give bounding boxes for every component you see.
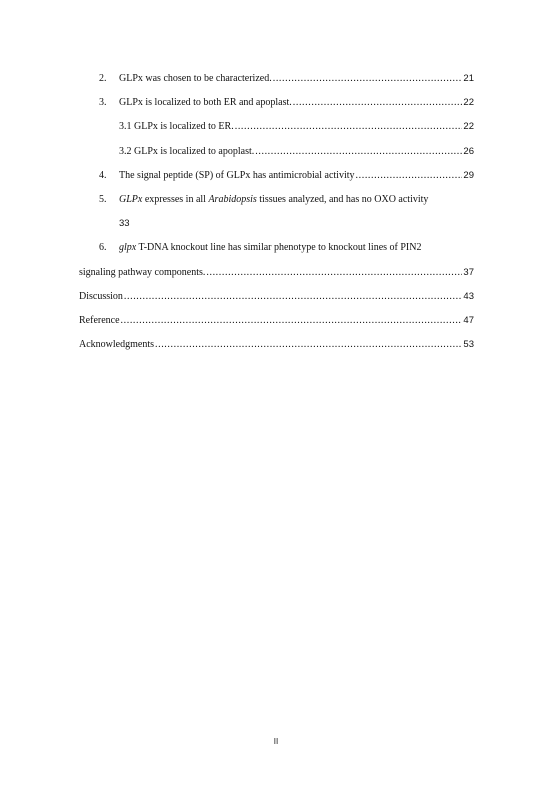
toc-entry-title: GLPx was chosen to be characterized. xyxy=(119,73,272,84)
toc-entry-3-2[interactable] xyxy=(79,143,474,167)
toc-entry-4[interactable] xyxy=(79,167,474,191)
toc-entry-6[interactable] xyxy=(79,239,474,263)
toc-entry-page: 22 xyxy=(463,97,474,109)
dot-leader xyxy=(206,264,462,282)
table-of-contents xyxy=(79,70,474,360)
toc-entry-page: 29 xyxy=(463,169,474,181)
toc-entry-discussion[interactable] xyxy=(79,288,474,312)
toc-entry-2[interactable] xyxy=(79,70,474,94)
toc-entry-page: 21 xyxy=(463,73,474,84)
toc-entry-page: 22 xyxy=(463,121,474,133)
toc-entry-title: The signal peptide (SP) of GLPx has antimicrobial activity xyxy=(119,169,355,181)
toc-entry-page: 47 xyxy=(463,314,474,326)
toc-entry-number: 3. xyxy=(99,97,107,109)
toc-entry-title: Discussion xyxy=(79,290,123,302)
toc-entry-page: 26 xyxy=(463,145,474,157)
toc-entry-title: glpx T-DNA knockout line has similar phenotype to knockout lines of PIN2 xyxy=(119,242,422,254)
toc-entry-page: 53 xyxy=(463,339,474,351)
toc-entry-6-continued[interactable] xyxy=(79,264,474,288)
toc-entry-number: 4. xyxy=(99,169,107,181)
dot-leader xyxy=(235,118,463,136)
toc-entry-3-1[interactable] xyxy=(79,118,474,142)
toc-entry-number: 5. xyxy=(99,193,107,205)
toc-entry-title: GLPx expresses in all Arabidopsis tissues analyzed, and has no OXO activity xyxy=(119,193,429,205)
toc-entry-title-continued: signaling pathway components. xyxy=(79,266,206,278)
dot-leader xyxy=(293,94,463,112)
toc-entry-acknowledgments[interactable] xyxy=(79,336,474,360)
toc-entry-page: 33 xyxy=(119,218,130,230)
toc-entry-title: 3.2 GLPx is localized to apoplast. xyxy=(119,145,255,157)
toc-entry-page: 37 xyxy=(463,266,474,278)
toc-entry-title: Reference xyxy=(79,314,120,326)
toc-entry-title: Acknowledgments xyxy=(79,339,154,351)
toc-entry-title: GLPx is localized to both ER and apoplast. xyxy=(119,97,292,109)
dot-leader xyxy=(124,288,463,306)
toc-entry-3[interactable] xyxy=(79,94,474,118)
toc-entry-page: 43 xyxy=(463,290,474,302)
toc-entry-title: 3.1 GLPx is localized to ER. xyxy=(119,121,234,133)
toc-entry-reference[interactable] xyxy=(79,312,474,336)
dot-leader xyxy=(273,70,463,88)
toc-entry-5[interactable] xyxy=(79,191,474,215)
dot-leader xyxy=(356,167,463,185)
dot-leader xyxy=(155,336,462,354)
dot-leader xyxy=(255,143,462,161)
page-number-footer: II xyxy=(273,737,279,746)
toc-entry-5-page-line xyxy=(79,215,474,239)
toc-entry-number: 6. xyxy=(99,242,107,254)
toc-entry-number: 2. xyxy=(99,73,107,84)
dot-leader xyxy=(121,312,463,330)
